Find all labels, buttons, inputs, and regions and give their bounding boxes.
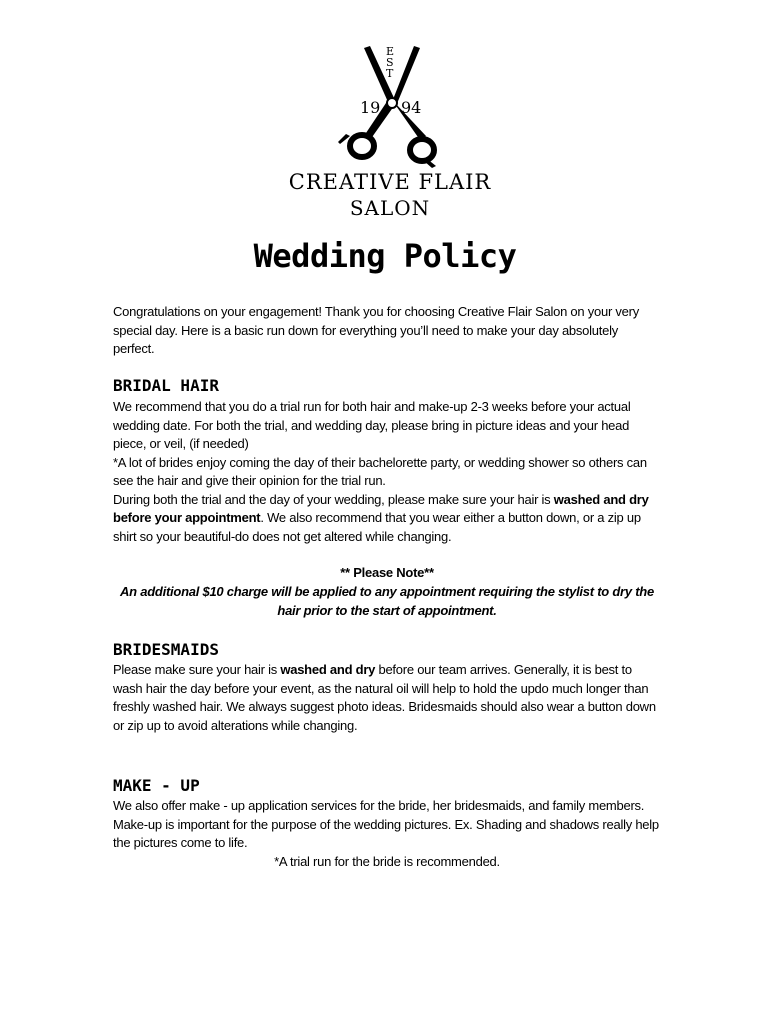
logo-name-line2: SALON — [349, 196, 431, 220]
note-title: ** Please Note** — [340, 565, 434, 580]
page-title: Wedding Policy — [253, 237, 517, 275]
makeup-section — [113, 797, 661, 871]
year-right: 94 — [401, 98, 422, 117]
bridesmaids-bold: washed and dry — [280, 662, 376, 677]
bridesmaids-text-end: before our team arrives. Generally, it is best to wash hair the day before your event, as the natural oil will help to hold the updo much longer than freshly washed hair. We always suggest photo ideas. Bridesmaids should also wear a button down or zip up to avoid alterations while changing. — [113, 662, 656, 733]
bridal-paragraph-3 — [113, 491, 661, 547]
est-letter: E — [386, 45, 395, 58]
bridal-paragraph-1: We recommend that you do a trial run for both hair and make-up 2-3 weeks before your actual wedding date. For both the trial, and wedding day, please bring in picture ideas and your head piece, or veil, (if needed) — [113, 399, 631, 451]
est-letter: S — [386, 56, 394, 69]
makeup-paragraph-2: *A trial run for the bride is recommended. — [274, 853, 500, 869]
bridal-paragraph-2: *A lot of brides enjoy coming the day of their bachelorette party, or wedding shower so others can see the hair and give their opinion for the trial run. — [113, 454, 647, 488]
bridesmaids-paragraph — [113, 661, 661, 735]
bridal-hair-heading: BRIDAL HAIR — [113, 376, 219, 395]
bridesmaids-heading: BRIDESMAIDS — [113, 640, 219, 659]
bridal-hair-section — [113, 398, 661, 546]
salon-logo — [280, 40, 500, 225]
note-box — [113, 563, 661, 620]
logo-name-line1: CREATIVE FLAIR — [288, 170, 492, 194]
note-text: An additional $10 charge will be applied to any appointment requiring the stylist to dry the hair prior to the start of appointment. — [120, 584, 654, 618]
bridal-p3-text-end: . We also recommend that you wear either a button down, or a zip up shirt so your beautiful-do does not get altered while changing. — [113, 510, 641, 544]
makeup-heading: MAKE - UP — [113, 776, 200, 795]
bridal-p3-text: During both the trial and the day of your wedding, please make sure your hair is — [113, 491, 554, 507]
year-left: 19 — [360, 98, 381, 117]
bridesmaids-text: Please make sure your hair is — [113, 662, 281, 677]
makeup-paragraph-1: We also offer make - up application services for the bride, her bridesmaids, and family members. Make-up is important for the purpose of the wedding pictures. Ex. Shading and shadows really help the pictures come to life. — [113, 798, 659, 850]
est-letter: T — [386, 67, 394, 80]
bridal-p3-bold: washed and dry before your appointment — [113, 491, 649, 525]
intro-paragraph: Congratulations on your engagement! Thank you for choosing Creative Flair Salon on your very special day. Here is a basic run down for everything you’ll need to make your day absolutely perfect. — [113, 304, 639, 356]
